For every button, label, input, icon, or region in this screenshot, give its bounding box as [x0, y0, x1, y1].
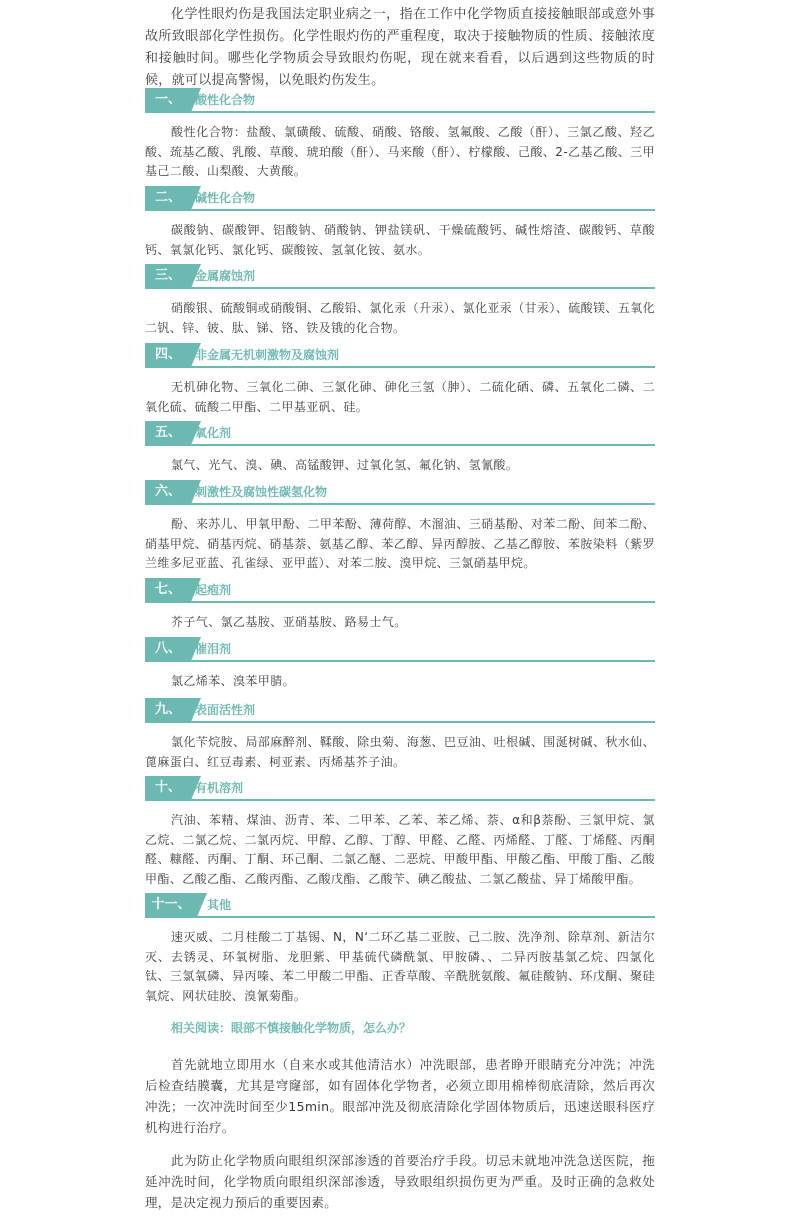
section-divider: [145, 503, 655, 505]
section-divider: [145, 799, 655, 801]
section-title: 酸性化合物: [195, 93, 256, 107]
section-divider: [145, 444, 655, 446]
section-title: 表面活性剂: [195, 703, 256, 717]
section-body: 酚、来苏儿、甲氧甲酚、二甲苯酚、薄荷醇、木溜油、三硝基酚、对苯二酚、间苯二酚、硝基甲烷、硝基丙烷、硝基萘、氨基乙醇、苯乙醇、异丙醇胺、乙基乙醇胺、苯胺染料（紫罗兰维多尼亚蓝、孔雀绿、亚甲蓝）、对苯二胺、溴甲烷、三氯硝基甲烷。: [145, 517, 655, 570]
section: [145, 893, 655, 1006]
section-divider: [145, 721, 655, 723]
section: [145, 186, 655, 260]
intro-paragraph: 化学性眼灼伤是我国法定职业病之一，指在工作中化学物质直接接触眼部或意外事故所致眼部化学性损伤。化学性眼灼伤的严重程度，取决于接触物质的性质、接触浓度和接触时间。哪些化学物质会导致眼灼伤呢，现在就来看看，以后遇到这些物质的时候，就可以提高警惕，以免眼灼伤发生。: [145, 7, 655, 88]
section: [145, 480, 655, 574]
section-body: 硝酸银、硫酸铜或硝酸铜、乙酸铅、氯化汞（升汞）、氯化亚汞（甘汞）、硫酸镁、五氧化二钒、锌、铍、肽、锑、铬、铁及锇的化合物。: [145, 301, 656, 335]
section-title: 催泪剂: [195, 642, 232, 656]
section: [145, 88, 655, 182]
section-header: [145, 264, 655, 288]
section-header: [145, 421, 655, 445]
section-header: [145, 637, 655, 661]
section-body: 速灭威、二月桂酸二丁基锡、N，N‘二环乙基二亚胺、己二胺、洗净剂、除草剂、新洁尔灭、去锈灵、环氧树脂、龙胆紫、甲基硫代磷酰氯、甲胺磷、、二异丙胺基氯乙烷、四氯化钛、三氯氧磷、异丙嗪、苯二甲酸二甲酯、正香草酸、辛酰胱氨酸、氟硅酸钠、环戊酮、聚硅氧烷、网状硅胶、溴氰菊酯。: [145, 930, 655, 1003]
section-title: 非金属无机刺激物及腐蚀剂: [195, 348, 340, 362]
related-reading-link[interactable]: 相关阅读：眼部不慎接触化学物质，怎么办？: [171, 1021, 412, 1035]
section-header: [145, 186, 655, 210]
section-title: 其他: [207, 898, 232, 912]
section-divider: [145, 287, 655, 289]
section-divider: [145, 601, 655, 603]
section-number-tag: 五、: [145, 421, 191, 445]
section: [145, 264, 655, 338]
section: [145, 698, 655, 772]
section-title: 有机溶剂: [195, 781, 244, 795]
section-title: 氧化剂: [195, 426, 232, 440]
section-number-tag: 八、: [145, 637, 191, 661]
section-number-tag: 七、: [145, 578, 191, 602]
section-title: 起疱剂: [195, 583, 232, 597]
section-header: [145, 480, 655, 504]
section: [145, 776, 655, 889]
section-title: 碱性化合物: [195, 191, 256, 205]
section-header: [145, 776, 655, 800]
section-number-tag: 六、: [145, 480, 191, 504]
section-body: 芥子气、氯乙基胺、亚硝基胺、路易士气。: [171, 615, 407, 629]
section-header: [145, 88, 655, 112]
section: [145, 421, 655, 476]
section-number-tag: 十一、: [145, 893, 197, 917]
section-body: 碳酸钠、碳酸钾、铝酸钠、硝酸钠、钾盐镁矾、干燥硫酸钙、碱性熔渣、碳酸钙、草酸钙、氧氯化钙、氯化钙、碳酸铵、氢氧化铵、氨水。: [145, 223, 655, 257]
section-body: 氯乙烯苯、溴苯甲腈。: [171, 674, 296, 688]
section: [145, 343, 655, 417]
section-body: 氯气、光气、溴、碘、高锰酸钾、过氧化氢、氟化钠、氢氰酸。: [171, 458, 519, 472]
importance-paragraph: 此为防止化学物质向眼组织深部渗透的首要治疗手段。切忌未就地冲洗急送医院，拖延冲洗时间，化学物质向眼组织深部渗透，导致眼组织损伤更为严重。及时正确的急救处理，是决定视力预后的重要因素。: [145, 1153, 655, 1210]
section-body: 氯化苄烷胺、局部麻醉剂、鞣酸、除虫菊、海葱、巴豆油、吐根碱、围涎树碱、秋水仙、蓖麻蛋白、红豆毒素、柯亚素、丙烯基芥子油。: [145, 735, 655, 769]
section-body: 无机砷化物、三氧化二砷、三氯化砷、砷化三氢（胂）、二硫化硒、磷、五氧化二磷、二氧化硫、硫酸二甲酯、二甲基亚矾、硅。: [145, 380, 655, 414]
section-number-tag: 三、: [145, 264, 191, 288]
section-title: 金属腐蚀剂: [195, 269, 256, 283]
first-aid-paragraph: 首先就地立即用水（自来水或其他清洁水）冲洗眼部，患者睁开眼睛充分冲洗；冲洗后检查结膜囊，尤其是穹窿部，如有固体化学物者，必须立即用棉棒彻底清除，然后再次冲洗；一次冲洗时间至少15min。眼部冲洗及彻底清除化学固体物质后，迅速送眼科医疗机构进行治疗。: [145, 1057, 655, 1135]
section: [145, 578, 655, 633]
section: [145, 637, 655, 692]
section-title: 刺激性及腐蚀性碳氢化物: [195, 485, 328, 499]
section-number-tag: 九、: [145, 698, 191, 722]
section-number-tag: 四、: [145, 343, 191, 367]
section-divider: [145, 111, 655, 113]
section-divider: [145, 366, 655, 368]
section-header: [145, 343, 655, 367]
section-header: [145, 698, 655, 722]
section-body: 酸性化合物：盐酸、氯磺酸、硫酸、硝酸、铬酸、氢氟酸、乙酸（酐）、三氯乙酸、羟乙酸、巯基乙酸、乳酸、草酸、琥珀酸（酐）、马来酸（酐）、柠檬酸、己酸、2-乙基乙酸、三甲基己二酸、山梨酸、大黄酸。: [145, 125, 655, 178]
section-body: 汽油、苯精、煤油、沥青、苯、二甲苯、乙苯、苯乙烯、萘、α和β萘酚、三氯甲烷、氯乙烷、二氯乙烷、二氯丙烷、甲醇、乙醇、丁醇、甲醛、乙醛、丙烯醛、丁醛、丁烯醛、丙酮醛、糠醛、丙酮、丁酮、环己酮、二氯乙醚、二恶烷、甲酸甲酯、甲酸乙酯、甲酸丁酯、乙酸甲酯、乙酸乙酯、乙酸丙酯、乙酸戊酯、乙酸苄、碘乙酸盐、二氯乙酸盐、异丁烯酸甲酯。: [145, 813, 655, 886]
section-number-tag: 一、: [145, 88, 191, 112]
section-header: [145, 893, 655, 917]
section-number-tag: 十、: [145, 776, 191, 800]
section-divider: [145, 660, 655, 662]
section-divider: [145, 209, 655, 211]
section-number-tag: 二、: [145, 186, 191, 210]
section-header: [145, 578, 655, 602]
section-divider: [145, 916, 655, 918]
